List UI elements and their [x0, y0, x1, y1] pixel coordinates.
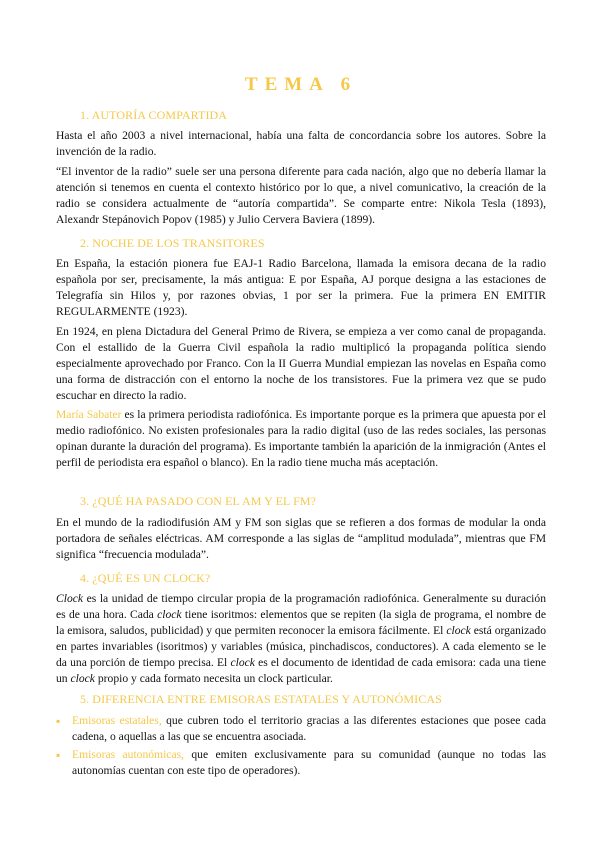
- paragraph-am-fm: En el mundo de la radiodifusión AM y FM son siglas que se refieren a dos formas de modular la onda portadora de señales eléctricas. AM corresponde a las siglas de “amplitud modulada”, mientras que FM significa “frecuencia modulada”.: [56, 516, 546, 561]
- section-heading-emisoras: 5. DIFERENCIA ENTRE EMISORAS ESTATALES Y AUTONÓMICAS: [80, 692, 442, 706]
- list-item: [56, 713, 546, 745]
- paragraph-transitores-3: [56, 407, 546, 471]
- clock-term: clock: [157, 608, 182, 621]
- paragraph-autoria-2: “El inventor de la radio” suele ser una persona diferente para cada nación, algo que no debería llamar la atención si tenemos en cuenta el contexto histórico por lo que, a nivel comunicativo, la creación de la radio se considera actualmente de “autoría compartida”. Se comparte entre: Nikola Tesla (1893), Alexandr Stepánovich Popov (1985) y Julio Cervera Baviera (1899).: [56, 165, 546, 226]
- clock-text-c: está organizado en partes invariables (isoritmos) y variables (música, pinchadiscos, conductores). A cada elemento se le da una porción de tiempo precisa. El: [56, 624, 546, 669]
- clock-text-e: propio y cada formato necesita un clock particular.: [94, 672, 333, 685]
- page-title: TEMA 6: [244, 74, 358, 95]
- paragraph-transitores-1: En España, la estación pionera fue EAJ-1 Radio Barcelona, llamada la emisora decana de la radio española por ser, precisamente, la más antigua: E por España, AJ porque designa a las estaciones de Telegrafía sin Hilos y, por razones obvias, 1 por ser la primera. Fue la primera EN EMITIR REGULARMENTE (1923).: [56, 257, 546, 318]
- highlight-maria-sabater: María Sabater: [56, 408, 122, 421]
- list-item-term: Emisoras autonómicas,: [72, 748, 184, 761]
- paragraph-transitores-2: En 1924, en plena Dictadura del General Primo de Rivera, se empieza a ver como canal de propaganda. Con el estallido de la Guerra Civil española la radio multiplicó la propaganda política siendo especialmente aprovechado por Franco. Con la II Guerra Mundial empiezan las novelas en España como una forma de distracción con el entorno la noche de los transistores. Fue la primera vez que se pudo escuchar en directo la radio.: [56, 325, 546, 402]
- clock-term: clock: [70, 672, 95, 685]
- emisoras-list: [56, 713, 546, 781]
- section-heading-am-fm: 3. ¿QUÉ HA PASADO CON EL AM Y EL FM?: [80, 494, 317, 508]
- bullet-icon: ▪: [56, 748, 61, 762]
- clock-text-a: es la unidad de tiempo circular propia de la programación radiofónica. Generalmente su duración es de una hora. Cada: [56, 592, 546, 621]
- list-item-term: Emisoras estatales,: [72, 714, 162, 727]
- bullet-icon: ▪: [56, 714, 61, 728]
- clock-text-b: tiene isoritmos: elementos que se repiten (la sigla de programa, el nombre de la emisora, saludos, publicidad) y que permiten reconocer la emisora fácilmente. El: [56, 608, 546, 637]
- paragraph-transitores-3-text: es la primera periodista radiofónica. Es importante porque es la primera que apuesta por el medio radiofónico. No existen profesionales para la radio digital (uso de las redes sociales, las personas opinan durante la duración del programa). Es importante también la aparición de la inmigración (Antes el perfil de periodista era español o blanco). En la radio tiene mucha más aceptación.: [56, 408, 546, 469]
- paragraph-autoria-1: Hasta el año 2003 a nivel internacional, había una falta de concordancia sobre los autores. Sobre la invención de la radio.: [56, 129, 546, 158]
- section-heading-transitores: 2. NOCHE DE LOS TRANSITORES: [80, 236, 265, 250]
- paragraph-clock: [56, 591, 546, 687]
- list-item-text: que cubren todo el territorio gracias a las diferentes estaciones que posee cada cadena, o aquellas a las que se encuentra asociada.: [72, 714, 546, 743]
- clock-text-d: es el documento de identidad de cada emisora: cada una tiene un: [56, 656, 546, 685]
- clock-term: clock: [446, 624, 471, 637]
- list-item-text: que emiten exclusivamente para su comunidad (aunque no todas las autonomías cuentan con este tipo de operadores).: [72, 748, 546, 777]
- section-heading-autoria: 1. AUTORÍA COMPARTIDA: [80, 108, 228, 122]
- list-item: [56, 747, 546, 779]
- clock-term: Clock: [56, 592, 84, 605]
- section-heading-clock: 4. ¿QUÉ ES UN CLOCK?: [80, 571, 211, 585]
- clock-term: clock: [230, 656, 255, 669]
